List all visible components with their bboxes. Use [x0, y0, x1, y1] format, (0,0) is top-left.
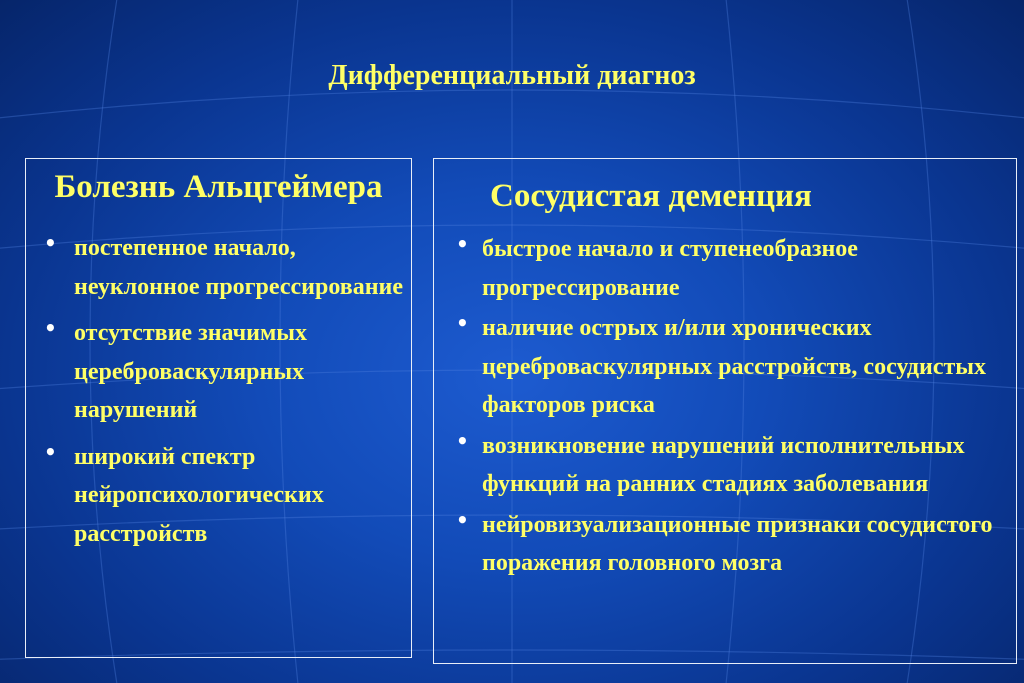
vascular-dementia-box	[433, 158, 1017, 664]
alzheimer-title: Болезнь Альцгеймера	[54, 169, 383, 205]
list-item-text: наличие острых и/или хронических цереброваскулярных расстройств, сосудистых факторов риска	[482, 315, 987, 418]
list-item	[434, 309, 1016, 425]
bullet-icon: •	[44, 316, 57, 340]
list-item	[434, 506, 1016, 583]
list-item	[26, 229, 411, 306]
list-item-text: нейровизуализационные признаки сосудистого поражения головного мозга	[482, 511, 993, 576]
bullet-icon: •	[456, 232, 469, 256]
list-item	[434, 230, 1016, 307]
list-item-text: постепенное начало, неуклонное прогрессирование	[74, 235, 404, 300]
bullet-icon: •	[456, 428, 469, 453]
list-item-text: возникновение нарушений исполнительных функций на ранних стадиях заболевания	[482, 432, 965, 497]
list-item	[26, 314, 411, 430]
list-item-text: широкий спектр нейропсихологических расстройств	[74, 443, 324, 547]
bullet-icon: •	[44, 231, 57, 255]
bullet-icon: •	[456, 311, 469, 335]
slide-title: Дифференциальный диагноз	[328, 60, 696, 91]
vascular-dementia-title: Сосудистая деменция	[490, 178, 812, 214]
list-item-text: быстрое начало и ступенеобразное прогрессирование	[482, 236, 858, 301]
list-item	[26, 438, 411, 554]
alzheimer-box	[25, 158, 412, 658]
bullet-icon: •	[456, 507, 469, 532]
bullet-icon: •	[44, 439, 57, 464]
list-item	[434, 427, 1016, 504]
alzheimer-list	[26, 229, 411, 553]
vascular-dementia-list	[434, 230, 1016, 583]
list-item-text: отсутствие значимых цереброваскулярных нарушений	[74, 320, 308, 423]
